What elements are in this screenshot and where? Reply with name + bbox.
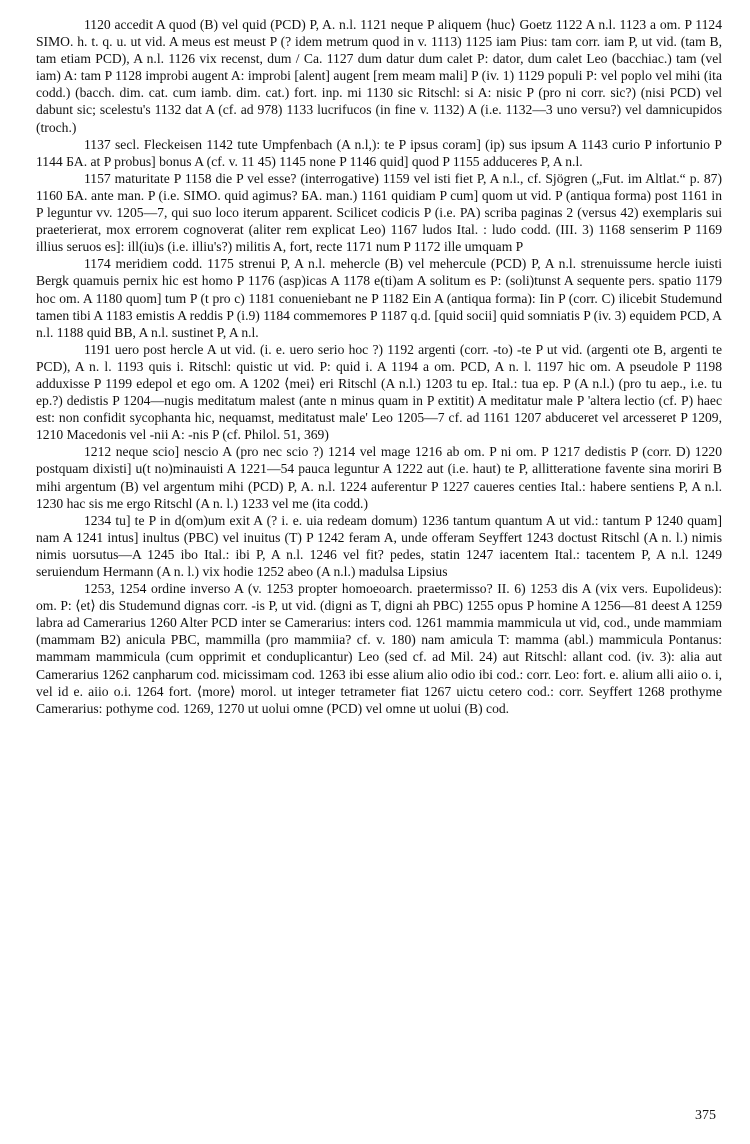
apparatus-paragraph: 1157 maturitate P 1158 die P vel esse? (interrogative) 1159 vel isti fiet P, A n.l., cf. Sjögren („Fut. im Altlat.“ p. 87) 1160 БA. ante man. P (i.e. SIMO. quid agimus? БA. man.) 1161 quidiam P cum] quom ut vid. P (antiqua forma) post 1161 in P leguntur vv. 1205—7, qui suo loco iterum apparent. Scilicet codicis P (i.e. PA) scriba paginas 2 (versus 42) exemplaris sui praeterierat, mox errorem cognoverat (aliter rem explicat Leo) 1167 ludos Ital. : ludo codd. (III. 3) 1168 senserim P 1169 illius seruos es]: ill(iu)s (i.e. illiu's?) militis A, fort, recte 1171 num P 1172 ille umquam P — [36, 170, 722, 255]
apparatus-paragraph: 1253, 1254 ordine inverso A (v. 1253 propter homoeoarch. praetermisso? II. 6) 1253 dis A (vix vers. Eupolideus): om. P: ⟨et⟩ dis Studemund dignas corr. -is P, ut vid. (digni as T, digni ah PBC) 1255 opus P homine A 1256—81 deest A 1259 labra ad Camerarius 1260 Alter PCD inter se Camerarius: inters cod. 1261 mammia mammicula ut vid, cod., unde mammiam (mammam B2) anicula PBC, mammilla (pro mammiia? cf. v. 180) nam amicula T: mamma (abl.) mammicula Pontanus: mammam mammicula (cum opprimit et conduplicantur) Leo (sed cf. ad Mil. 24) aut Ritschl: allant cod. (iv. 3): alia aut Camerarius 1262 canpharum cod. micissimam cod. 1263 ibi esse alium alio odio ibi cod.: corr. Leo: fort. e. alium alli aiio o. i, vel id e. aiio o.i. 1264 fort. ⟨more⟩ morol. ut integer tetrameter fiat 1267 uictu cetero cod.: corr. Seyffert 1268 prothyme Camerarius: pothyme cod. 1269, 1270 ut uolui omne (PCD) vel omne ut uolui (B) cod. — [36, 581, 722, 716]
apparatus-paragraph: 1174 meridiem codd. 1175 strenui P, A n.l. mehercle (B) vel mehercule (PCD) P, A n.l. strenuissume hercle iuisti Bergk quamuis pernix hic est homo P 1176 (asp)icas A 1178 e(ti)am A solitum es P: (soli)tunst A sequente pers. spatio 1179 hoc om. A 1180 quom] tum P (t pro c) 1181 conueniebant ne P 1182 Ein A (antiqua forma): Iin P (corr. C) ilicebit Studemund tamen tibi A 1183 emistis A reddis P (i.9) 1184 commemores P 1187 q.d. [quid socii] quid somniatis P (iv. 3) equidem PCD, A n.l. 1188 quid BB, A n.l. sustinet P, A n.l. — [36, 256, 722, 340]
apparatus-paragraph: 1234 tu] te P in d(om)um exit A (? i. e. uia redeam domum) 1236 tantum quantum A ut vid.: tantum P 1240 quam] nam A 1241 intus] inultus (PBC) vel inuitus (T) P 1242 feram A, unde offeram Seyffert 1243 doctust Ritschl (A n. l.) nimis nimis uorsutus—A 1245 ibo Ital.: ibi P, A n.l. 1246 vel fit? pedes, statin 1247 iacentem Ital.: tacentem P, A n.l. 1249 seruiendum Hermann (A n. l.) vix hodie 1252 abeo (A n.l.) madulsa Lipsius — [36, 512, 722, 579]
page-number: 375 — [695, 1108, 716, 1123]
apparatus-paragraph: 1137 secl. Fleckeisen 1142 tute Umpfenbach (A n.l,): te P ipsus coram] (ip) sus ipsum A 1143 curio P infortunio P 1144 БA. at P probus] bonus A (cf. v. 11 45) 1145 none P 1146 quid] quod P 1155 adduceres P, A n.l. — [36, 136, 722, 169]
apparatus-paragraph: 1191 uero post hercle A ut vid. (i. e. uero serio hoc ?) 1192 argenti (corr. -to) -te P ut vid. (argenti ote B, argenti te PCD), A n. l. 1193 quis i. Ritschl: quistic ut vid. P: quid i. A 1194 a om. PCD, A n. l. 1197 hic om. A pseudole P 1198 adduxisse P 1199 edepol et ego om. A 1202 ⟨mei⟩ eri Ritschl (A n.l.) 1203 tu ep. Ital.: tua ep. P (A n.l.) (pro tu aep., i.e. tu ep.?) dedistis P 1204—nugis meditatum malest (ante n minus quam in P extitit) A meditatur male P 'altera lectio (cf. P) haec est: non confidit sycophanta hic, nequamst, meditatust male' Leo 1205—7 cf. ad 1161 1207 abduceret vel arcesseret P 1209, 1210 Macedonis vel -nii A: -nis P (cf. Philol. 51, 369) — [36, 341, 722, 443]
apparatus-paragraph: 1120 accedit A quod (B) vel quid (PCD) P, A. n.l. 1121 neque P aliquem ⟨huc⟩ Goetz 1122 A n.l. 1123 a om. P 1124 SIMO. h. t. q. u. ut vid. A meus est meust P (? idem metrum quod in v. 1113) 1125 iam Pius: tam corr. iam P, ut vid. (tam B, tam etiam PCD), A n.l. 1126 vix recenst, dum / Ca. 1127 dum datur dum calet P: dator, dum calet Leo (bacchiac.) tam (vel iam) A: tam P 1128 improbi augent A: improbi [alent] augent [rem meam mali] P (iv. 1) 1129 populi P: vel poplo vel mihi (ita codd.) (bacch. dim. cat. cum iamb. dim. cat.) fort. inp. mi 1130 sic Ritschl: si A: nisic P (pro ni corr. sic?) (nisi PCD) vel dabunt sic; scelestu's 1132 dat A (cf. ad 978) 1133 lucrifucos (in fine v. 1132) A (i.e. 1132—3 uno versu?) vel damnicupidos (troch.) — [36, 17, 722, 135]
apparatus-paragraph: 1212 neque scio] nescio A (pro nec scio ?) 1214 vel mage 1216 ab om. P ni om. P 1217 dedistis P (corr. D) 1220 postquam dixisti] u(t no)minauisti A 1221—54 pauca leguntur A 1222 aut (i.e. haut) te P, allitteratione favente sina moriri B mihi argentum (B) vel argentum mihi (PCD) P, A. n.l. 1224 auferentur P 1227 caueres centies Ital.: habere sentiens P, A n.l. 1230 hac sis me ergo Ritschl (A n. l.) 1233 vel me (ita codd.) — [36, 444, 722, 511]
